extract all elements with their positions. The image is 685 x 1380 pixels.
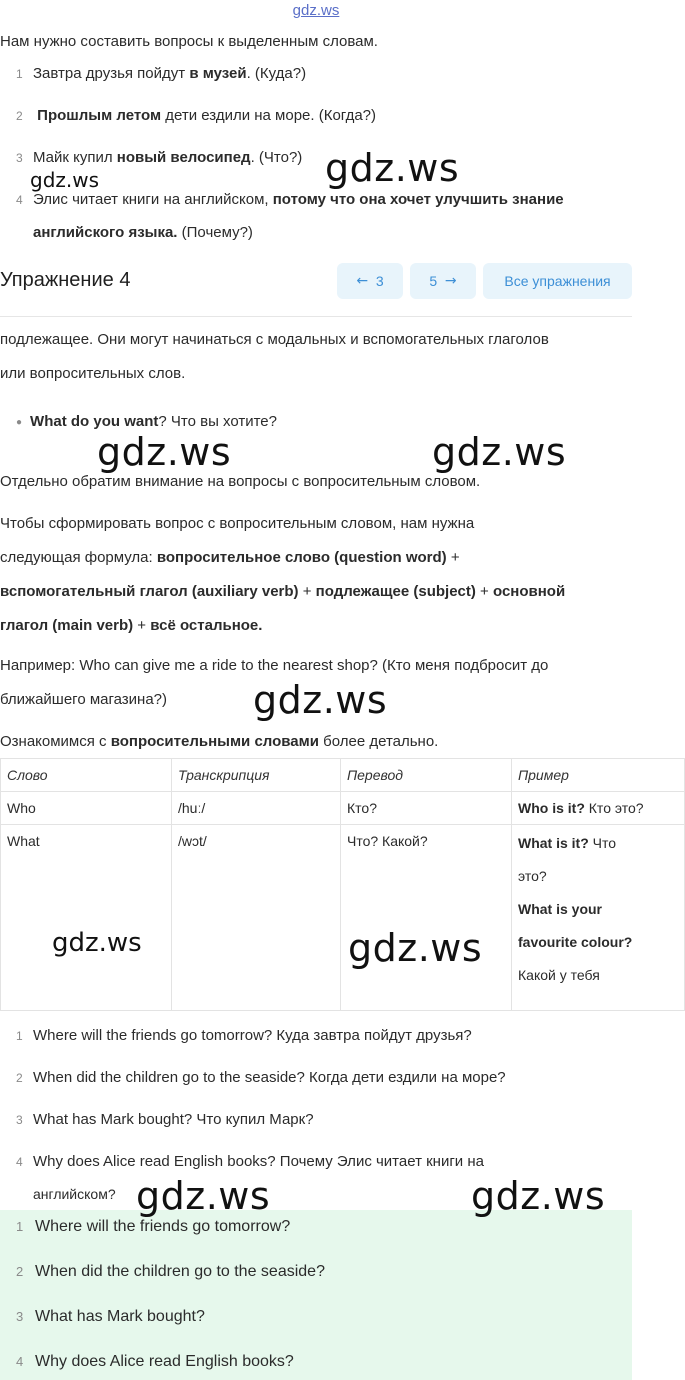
table-cell: Что? Какой? [341, 825, 512, 1011]
item-text: Where will the friends go tomorrow? [35, 1218, 291, 1235]
text: Какой у тебя [518, 967, 600, 983]
item-number: 1 [16, 1029, 23, 1043]
text-bold: вопросительное слово (question word) [156, 549, 447, 566]
table-cutoff [0, 1018, 632, 1026]
item-number: 2 [16, 109, 23, 123]
theory-line: подлежащее. Они могут начинаться с модальных и вспомогательных глаголов [0, 331, 549, 348]
translation-item [16, 1110, 314, 1130]
item-number: 1 [16, 67, 23, 81]
text-bold: глагол (main verb) [0, 617, 134, 634]
watermark: gdz.ws [325, 146, 460, 190]
text: это? [518, 868, 547, 884]
text-bold: What is your [518, 901, 603, 917]
item-text: Элис читает книги на английском, [33, 191, 273, 208]
watermark: gdz.ws [253, 678, 388, 722]
next-exercise-button[interactable] [410, 263, 476, 299]
task-item [16, 190, 564, 210]
text: + [475, 583, 493, 600]
text-bold: Who is it? [518, 800, 585, 816]
task-item [16, 64, 306, 84]
item-text-end: . (Что?) [250, 149, 303, 166]
task-item [16, 148, 302, 168]
item-number: 4 [16, 1354, 24, 1369]
watermark: gdz.ws [97, 430, 232, 474]
bullet-text: ? Что вы хотите? [158, 413, 277, 430]
text-bold: What is it? [518, 835, 589, 851]
table-header: Перевод [341, 759, 512, 792]
item-bold: потому что она хочет улучшить знание [272, 191, 564, 208]
item-text: Why does Alice read English books? [35, 1353, 294, 1370]
next-label: 5 [429, 273, 438, 289]
answer-item [16, 1308, 205, 1326]
item-text: Майк купил [33, 149, 117, 166]
answer-item [16, 1353, 294, 1371]
bullet-dot-icon: ● [16, 416, 23, 428]
text: + [133, 617, 151, 634]
watermark: gdz.ws [432, 430, 567, 474]
task-item-continuation [33, 224, 253, 241]
watermark: gdz.ws [471, 1174, 606, 1218]
text: более детально. [318, 733, 439, 750]
task-intro: Нам нужно составить вопросы к выделенным словам. [0, 33, 378, 50]
item-text: Why does Alice read English books? Почему Элис читает книги на [33, 1153, 484, 1170]
item-number: 1 [16, 1219, 24, 1234]
table-cell: Who [1, 792, 172, 825]
watermark: gdz.ws [52, 928, 142, 958]
watermark: gdz.ws [348, 926, 483, 970]
answer-item [16, 1263, 325, 1281]
answer-item [16, 1218, 290, 1236]
bullet-bold: What do you want [30, 413, 159, 430]
theory-line [0, 609, 632, 643]
text-bold: основной [492, 583, 566, 600]
item-number: 4 [16, 193, 23, 207]
text: следующая формула: [0, 549, 157, 566]
item-number: 3 [16, 1309, 24, 1324]
item-text: What has Mark bought? [35, 1308, 205, 1325]
exercise-title: Упражнение 4 [0, 269, 131, 291]
item-bold: в музей [189, 65, 247, 82]
item-text-end: (Почему?) [177, 224, 253, 241]
item-bold: английского языка. [33, 224, 178, 241]
table-row [1, 825, 685, 1011]
text: Ознакомимся с [0, 733, 111, 750]
text-bold: подлежащее (subject) [315, 583, 476, 600]
theory-line [0, 575, 632, 609]
arrow-left-icon: ← [356, 273, 369, 289]
example-line: ближайшего магазина?) [0, 691, 168, 708]
translation-item [16, 1152, 484, 1172]
table-header: Пример [512, 759, 685, 792]
text: + [298, 583, 316, 600]
item-number: 3 [16, 151, 23, 165]
translation-item [16, 1068, 506, 1088]
all-exercises-button[interactable]: Все упражнения [483, 263, 632, 299]
item-text: When did the children go to the seaside? [35, 1263, 325, 1280]
item-bold: Прошлым летом [37, 107, 162, 124]
theory-paragraph: Отдельно обратим внимание на вопросы с вопросительным словом. [0, 473, 481, 490]
example-line: Например: Who can give me a ride to the nearest shop? (Кто меня подбросит до [0, 657, 549, 674]
watermark: gdz.ws [30, 168, 100, 192]
table-cell: /huː/ [172, 792, 341, 825]
question-words-table [0, 758, 685, 1011]
table-row [1, 792, 685, 825]
table-cell: What [1, 825, 172, 1011]
site-link[interactable]: gdz.ws [292, 2, 340, 19]
item-number: 3 [16, 1113, 23, 1127]
text-bold: вспомогательный глагол (auxiliary verb) [0, 583, 299, 600]
item-text-end: . (Куда?) [246, 65, 307, 82]
task-item [16, 106, 376, 126]
item-text-end: дети ездили на море. (Когда?) [161, 107, 377, 124]
prev-label: 3 [375, 273, 384, 289]
item-number: 2 [16, 1071, 23, 1085]
prev-exercise-button[interactable] [337, 263, 403, 299]
theory-line [0, 725, 632, 759]
table-cell: /wɔt/ [172, 825, 341, 1011]
watermark: gdz.ws [136, 1174, 271, 1218]
table-cell [512, 825, 685, 1011]
item-text: Завтра друзья пойдут [33, 65, 190, 82]
arrow-right-icon: → [444, 273, 457, 289]
theory-line: или вопросительных слов. [0, 365, 186, 382]
text-bold: всё остальное. [150, 617, 263, 634]
item-text: Where will the friends go tomorrow? Куда завтра пойдут друзья? [33, 1027, 472, 1044]
table-header: Слово [1, 759, 172, 792]
table-cell [512, 792, 685, 825]
table-header: Транскрипция [172, 759, 341, 792]
item-text: When did the children go to the seaside? Когда дети ездили на море? [33, 1069, 506, 1086]
table-cell: Кто? [341, 792, 512, 825]
translation-continuation: английском? [33, 1186, 116, 1202]
text: + [446, 549, 460, 566]
text-bold: вопросительными словами [110, 733, 319, 750]
theory-line: Чтобы сформировать вопрос с вопросительным словом, нам нужна [0, 515, 475, 532]
text-bold: favourite colour? [518, 934, 633, 950]
text: Кто это? [584, 800, 644, 816]
table-header-row [1, 759, 685, 792]
divider [0, 316, 632, 317]
translation-item [16, 1026, 472, 1046]
bullet-item [16, 413, 277, 430]
item-text: What has Mark bought? Что купил Марк? [33, 1111, 314, 1128]
item-number: 2 [16, 1264, 24, 1279]
theory-line [0, 541, 632, 575]
item-bold: новый велосипед [116, 149, 251, 166]
item-number: 4 [16, 1155, 23, 1169]
text: Что [588, 835, 617, 851]
